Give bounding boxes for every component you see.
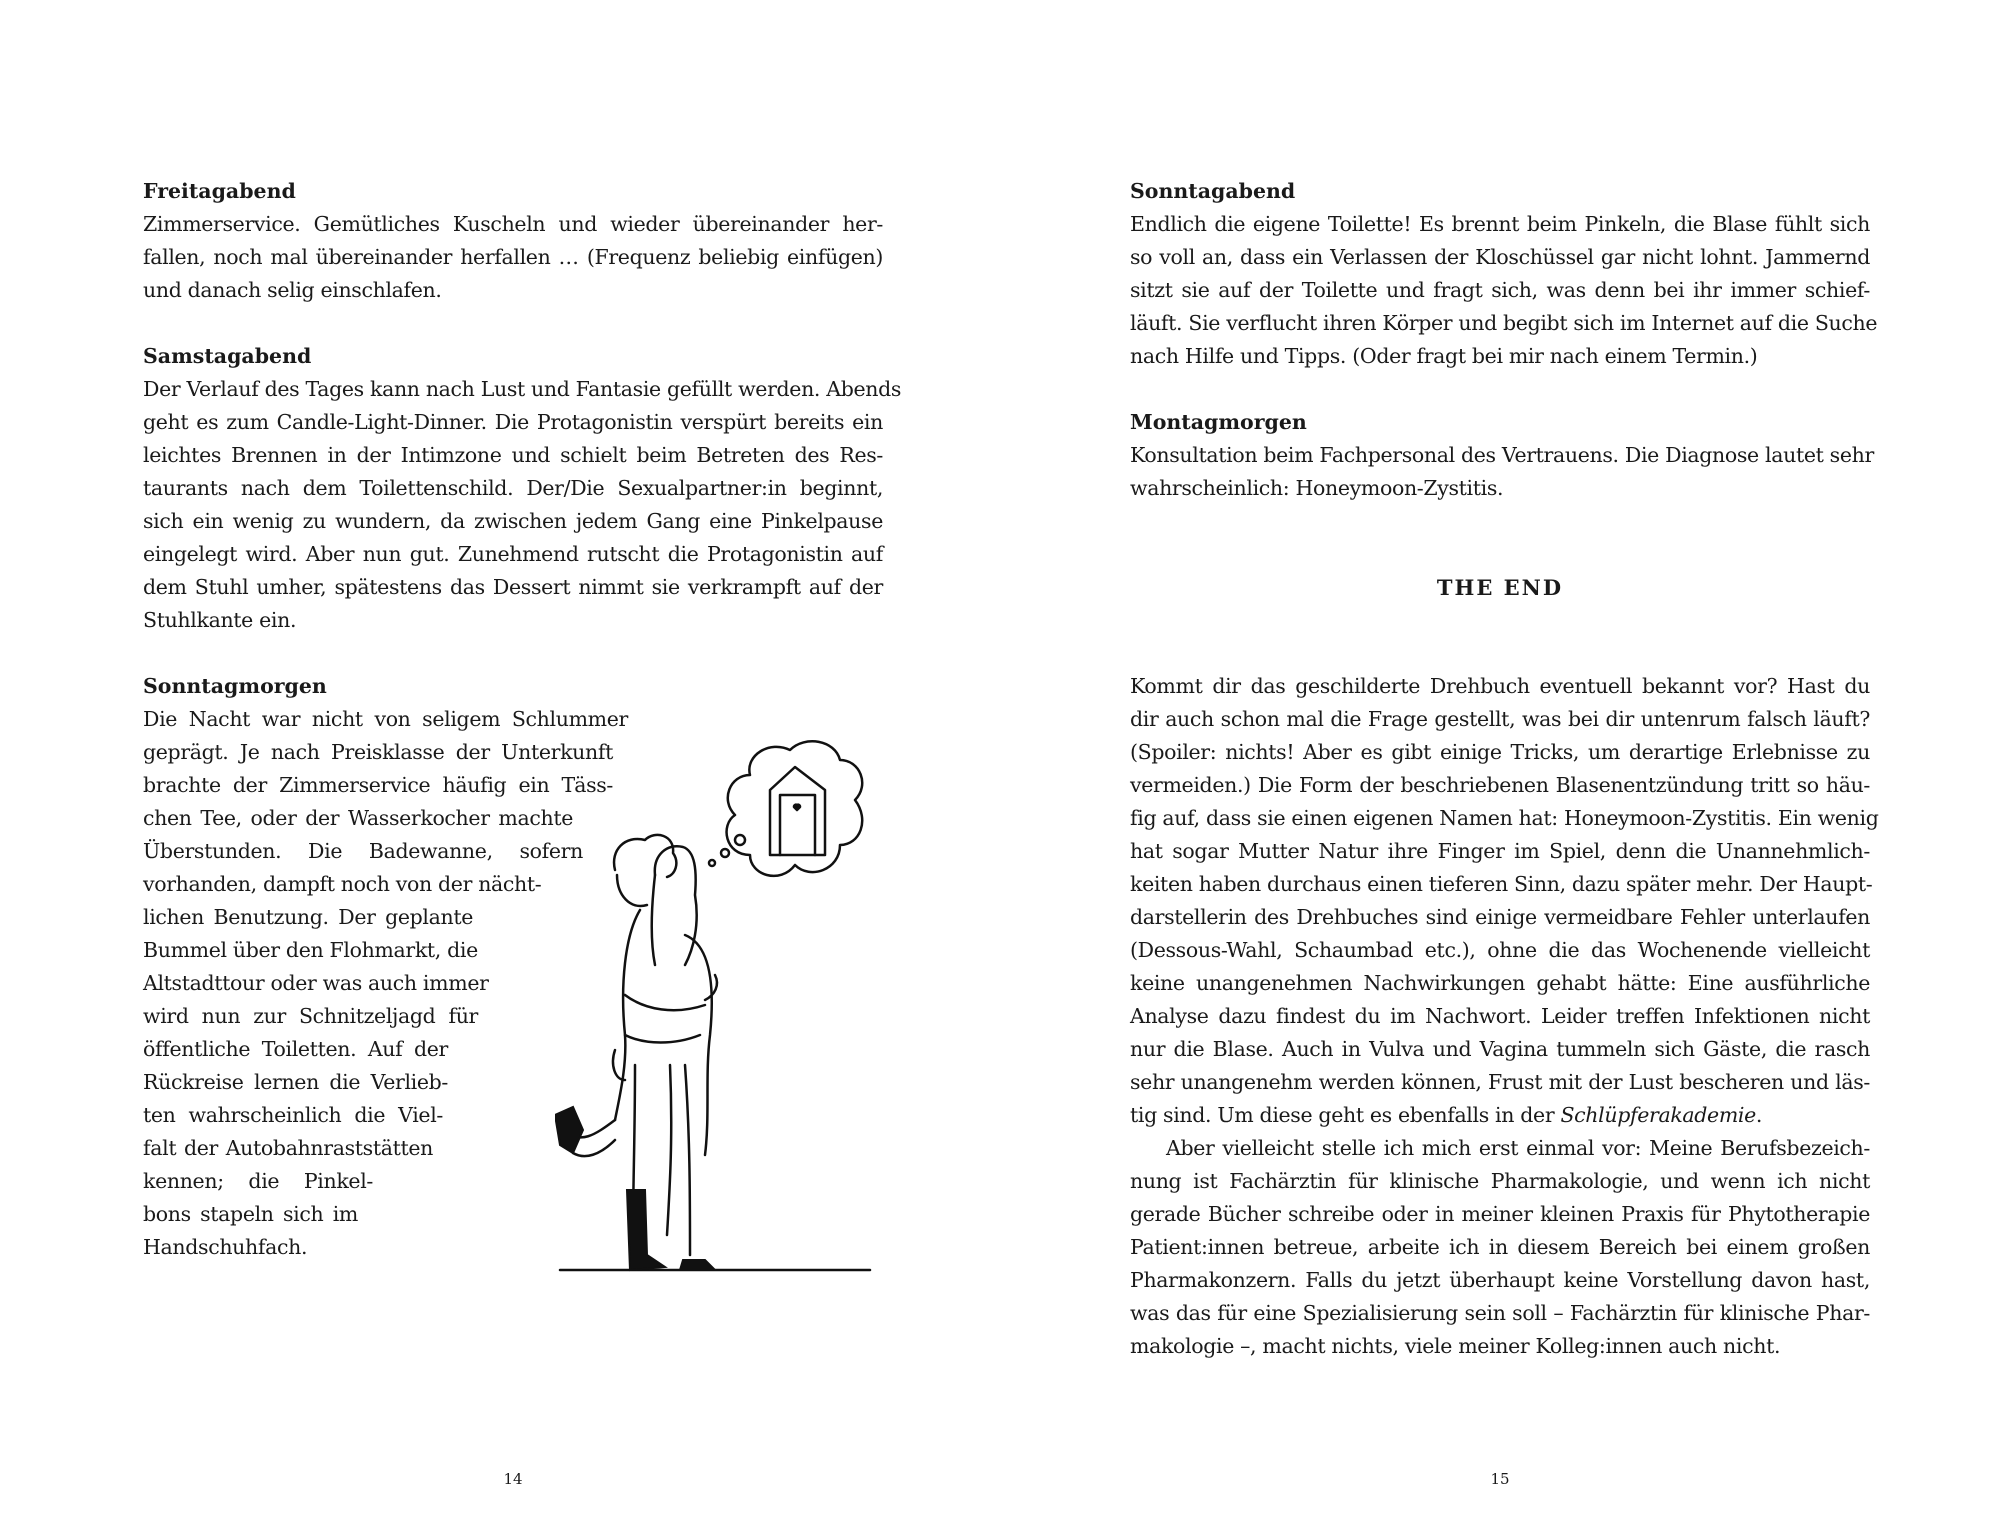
text-line: Die Nacht war nicht von seligem Schlummer xyxy=(143,707,628,731)
text-line: makologie –, macht nichts, viele meiner Kolleg:innen auch nicht. xyxy=(1130,1334,1781,1358)
text-line: wird nun zur Schnitzeljagd für xyxy=(143,1004,478,1028)
text-line: ten wahrscheinlich die Viel- xyxy=(143,1103,443,1127)
text-line: dir auch schon mal die Frage gestellt, was bei dir untenrum falsch läuft? xyxy=(1130,707,1870,731)
text-line: Rückreise lernen die Verlieb- xyxy=(143,1070,448,1094)
book-title-italic: Schlüpferakademie xyxy=(1560,1103,1756,1127)
body-paragraph-1 xyxy=(1130,670,1879,1132)
text-line: so voll an, dass ein Verlassen der Kloschüssel gar nicht lohnt. Jammernd xyxy=(1130,245,1870,269)
text-line: fig auf, dass sie einen eigenen Namen hat: Honeymoon-Zystitis. Ein wenig xyxy=(1130,806,1879,830)
text-line: kennen; die Pinkel- xyxy=(143,1169,373,1193)
text-line: (Spoiler: nichts! Aber es gibt einige Tricks, um derartige Erlebnisse zu xyxy=(1130,740,1870,764)
text-line: sehr unangenehm werden können, Frust mit der Lust bescheren und läs- xyxy=(1130,1070,1870,1094)
text-line: Konsultation beim Fachpersonal des Vertrauens. Die Diagnose lautet sehr xyxy=(1130,443,1874,467)
text-line: Aber vielleicht stelle ich mich erst einmal vor: Meine Berufsbezeich- xyxy=(1166,1136,1870,1160)
section-heading: Montagmorgen xyxy=(1130,410,1307,434)
the-end-title: THE END xyxy=(1436,575,1564,600)
boot xyxy=(555,1107,583,1153)
thought-dot xyxy=(709,860,715,866)
text-line: vermeiden.) Die Form der beschriebenen Blasenentzündung tritt so häu- xyxy=(1130,773,1870,797)
section-montagmorgen xyxy=(1130,406,1874,505)
text-line: bons stapeln sich im xyxy=(143,1202,358,1226)
text-line: Analyse dazu findest du im Nachwort. Leider treffen Infektionen nicht xyxy=(1130,1004,1870,1028)
text-line: Altstadttour oder was auch immer xyxy=(143,971,489,995)
text-line: lichen Benutzung. Der geplante xyxy=(143,905,473,929)
text-line: öffentliche Toiletten. Auf der xyxy=(143,1037,448,1061)
text-line: chen Tee, oder der Wasserkocher machte xyxy=(143,806,573,830)
text-fragment: tig sind. Um diese geht es ebenfalls in der xyxy=(1130,1103,1561,1127)
text-line: Kommt dir das geschilderte Drehbuch eventuell bekannt vor? Hast du xyxy=(1130,674,1870,698)
text-line: keine unangenehmen Nachwirkungen gehabt hätte: Eine ausführliche xyxy=(1130,971,1870,995)
text-line: Endlich die eigene Toilette! Es brennt beim Pinkeln, die Blase fühlt sich xyxy=(1130,212,1870,236)
boot xyxy=(627,1190,665,1270)
section-samstagabend xyxy=(143,340,902,637)
text-line: nach Hilfe und Tipps. (Oder fragt bei mir nach einem Termin.) xyxy=(1130,344,1758,368)
text-line: hat sogar Mutter Natur ihre Finger im Spiel, denn die Unannehmlich- xyxy=(1130,839,1870,863)
text-line: geprägt. Je nach Preisklasse der Unterkunft xyxy=(143,740,613,764)
text-line: (Dessous-Wahl, Schaumbad etc.), ohne die das Wochenende vielleicht xyxy=(1130,938,1870,962)
text-line: wahrscheinlich: Honeymoon-Zystitis. xyxy=(1130,476,1504,500)
text-line: Pharmakonzern. Falls du jetzt überhaupt keine Vorstellung davon hast, xyxy=(1130,1268,1870,1292)
right-page xyxy=(1000,0,2000,1536)
body-paragraph-2 xyxy=(1130,1132,1870,1363)
text-line: sitzt sie auf der Toilette und fragt sich, was denn bei ihr immer schief- xyxy=(1130,278,1870,302)
section-sonntagabend xyxy=(1130,175,1878,373)
section-heading: Samstagabend xyxy=(143,344,312,368)
text-line: taurants nach dem Toilettenschild. Der/Die Sexualpartner:in beginnt, xyxy=(143,476,883,500)
section-freitagabend xyxy=(143,175,883,307)
text-line: vorhanden, dampft noch von der nächt- xyxy=(143,872,542,896)
text-line: sich ein wenig zu wundern, da zwischen jedem Gang eine Pinkelpause xyxy=(143,509,883,533)
text-line: dem Stuhl umher, spätestens das Dessert nimmt sie verkrampft auf der xyxy=(143,575,883,599)
text-line: eingelegt wird. Aber nun gut. Zunehmend rutscht die Protagonistin auf xyxy=(143,542,883,566)
text-line: fallen, noch mal übereinander herfallen … (Frequenz beliebig einfügen) xyxy=(143,245,883,269)
text-line: brachte der Zimmerservice häufig ein Täss- xyxy=(143,773,613,797)
page-number: 14 xyxy=(503,1470,523,1488)
text-line: Patient:innen betreue, arbeite ich in diesem Bereich bei einem großen xyxy=(1130,1235,1870,1259)
right-text-column xyxy=(1130,175,1879,1363)
text-line: falt der Autobahnraststätten xyxy=(143,1136,433,1160)
text-line: Bummel über den Flohmarkt, die xyxy=(143,938,478,962)
section-heading: Sonntagmorgen xyxy=(143,674,327,698)
text-line: was das für eine Spezialisierung sein soll – Fachärztin für klinische Phar- xyxy=(1130,1301,1870,1325)
text-line: nur die Blase. Auch in Vulva und Vagina tummeln sich Gäste, die rasch xyxy=(1130,1037,1870,1061)
couple-illustration xyxy=(555,735,875,1295)
page-number: 15 xyxy=(1490,1470,1510,1488)
text-line: darstellerin des Drehbuches sind einige vermeidbare Fehler unterlaufen xyxy=(1130,905,1870,929)
text-line xyxy=(1130,1099,1870,1132)
text-line: Überstunden. Die Badewanne, sofern xyxy=(143,839,583,863)
text-line: läuft. Sie verflucht ihren Körper und begibt sich im Internet auf die Suche xyxy=(1130,311,1878,335)
text-fragment: . xyxy=(1755,1103,1763,1127)
text-line: keiten haben durchaus einen tieferen Sinn, dazu später mehr. Der Haupt- xyxy=(1130,872,1873,896)
text-line: geht es zum Candle-Light-Dinner. Die Protagonistin verspürt bereits ein xyxy=(143,410,883,434)
text-line: Der Verlauf des Tages kann nach Lust und Fantasie gefüllt werden. Abends xyxy=(143,377,902,401)
section-heading: Sonntagabend xyxy=(1130,179,1296,203)
text-line: und danach selig einschlafen. xyxy=(143,278,442,302)
text-line: Stuhlkante ein. xyxy=(143,608,297,632)
thought-dot xyxy=(721,849,729,857)
text-line: nung ist Fachärztin für klinische Pharmakologie, und wenn ich nicht xyxy=(1130,1169,1870,1193)
text-line: Zimmerservice. Gemütliches Kuscheln und wieder übereinander her- xyxy=(143,212,883,236)
section-heading: Freitagabend xyxy=(143,179,296,203)
text-line: Handschuhfach. xyxy=(143,1235,308,1259)
text-line: gerade Bücher schreibe oder in meiner kleinen Praxis für Phytotherapie xyxy=(1130,1202,1870,1226)
thought-dot xyxy=(735,835,745,845)
text-line: leichtes Brennen in der Intimzone und schielt beim Betreten des Res- xyxy=(143,443,883,467)
